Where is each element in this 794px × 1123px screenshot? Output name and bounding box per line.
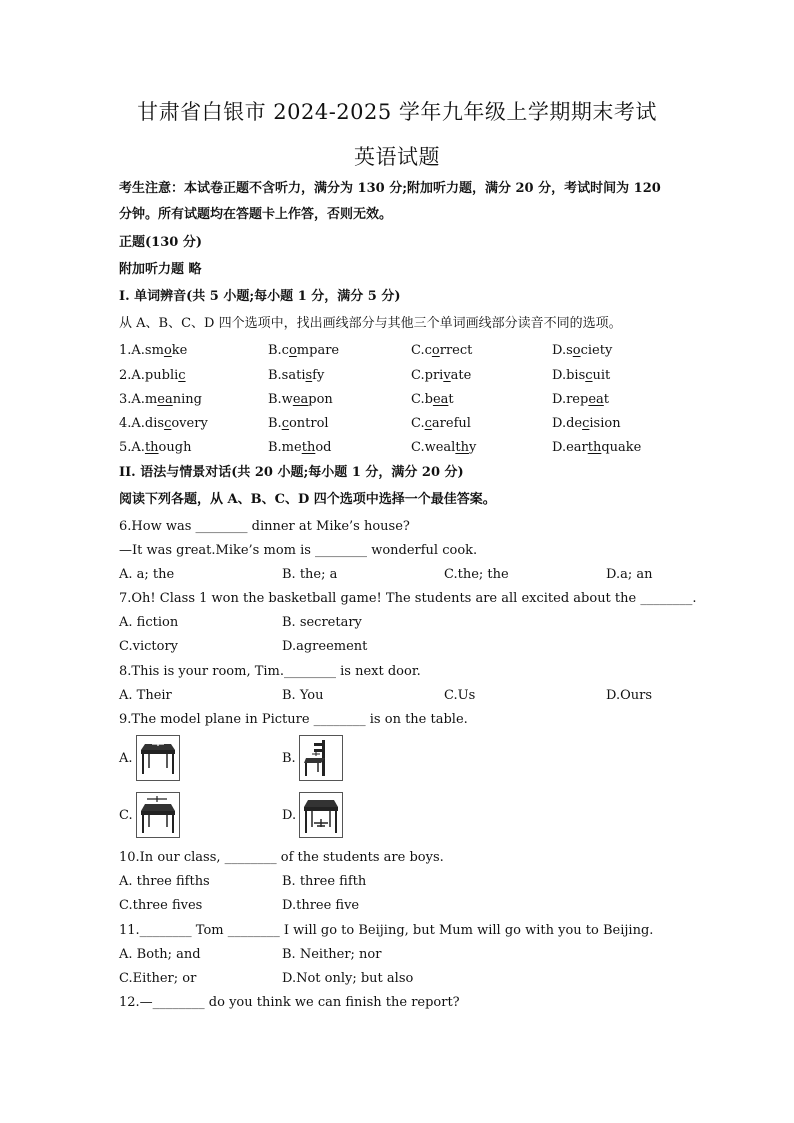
q1-option-b: [268, 343, 339, 359]
option-text: pon: [308, 392, 333, 407]
q1-option-c: [411, 343, 472, 359]
exam-title: 甘肃省白银市 2024-2025 学年九年级上学期期末考试: [137, 100, 657, 124]
option-text: od: [315, 440, 332, 455]
table-with-plane-on-top-image: [136, 735, 180, 781]
q6-stem-reply: —It was great.Mike’s mom is ________ wonderful cook.: [119, 543, 478, 558]
option-text: B.me: [268, 440, 302, 455]
option-text: B.sati: [268, 368, 306, 383]
q8-option-d: D.Ours: [606, 688, 653, 703]
underlined-letters: ea: [292, 392, 309, 407]
underlined-letters: v: [443, 368, 451, 383]
main-section-heading: 正题(130 分): [119, 235, 202, 250]
option-text: D.de: [552, 416, 583, 431]
q11-option-b: B. Neither; nor: [282, 947, 382, 962]
q9-label-d: D.: [282, 807, 297, 823]
q10-stem: 10.In our class, ________ of the students are boys.: [119, 850, 444, 865]
option-text: D.s: [552, 343, 573, 358]
option-text: 2.A.publi: [119, 368, 179, 383]
option-text: ciety: [580, 343, 613, 358]
q4-option-c: [411, 416, 471, 432]
underlined-letters: c: [582, 416, 590, 431]
q8-option-c: C.Us: [444, 688, 476, 703]
q6-option-d: D.a; an: [606, 567, 653, 582]
q3-option-d: [552, 392, 609, 408]
q6-option-b: B. the; a: [282, 567, 338, 582]
option-text: areful: [431, 416, 471, 431]
q7-option-b: B. secretary: [282, 615, 362, 630]
q8-stem: 8.This is your room, Tim.________ is next door.: [119, 664, 421, 679]
q3-option-a: [119, 392, 202, 408]
part2-instruction: 阅读下列各题，从 A、B、C、D 四个选项中选择一个最佳答案。: [119, 492, 496, 507]
q5-option-b: [268, 440, 331, 456]
table-with-plane-behind-image: [136, 792, 180, 838]
option-text: B.: [268, 416, 282, 431]
option-text: t: [448, 392, 454, 407]
option-text: t: [603, 392, 610, 407]
q11-option-d: D.Not only; but also: [282, 971, 414, 986]
underlined-letters: c: [178, 368, 186, 383]
q2-option-b: [268, 368, 324, 384]
underlined-letters: c: [585, 368, 593, 383]
underlined-letters: ea: [588, 392, 604, 407]
q7-stem: 7.Oh! Class 1 won the basketball game! The students are all excited about the ________.: [119, 591, 697, 606]
q6-option-a: A. a; the: [119, 567, 175, 582]
underlined-letters: s: [305, 368, 313, 383]
part1-instruction: 从 A、B、C、D 四个选项中，找出画线部分与其他三个单词画线部分读音不同的选项。: [119, 316, 622, 331]
option-text: 3.A.m: [119, 392, 158, 407]
underlined-letters: o: [431, 343, 440, 358]
q10-option-b: B. three fifth: [282, 874, 367, 889]
notice-line-1: 考生注意：本试卷正题不含听力，满分为 130 分;附加听力题，满分 20 分，考试时间为 120: [119, 181, 661, 196]
q1-option-d: [552, 343, 612, 359]
q9-picture-b: [282, 735, 343, 781]
option-text: D.ear: [552, 440, 588, 455]
underlined-letters: ea: [432, 392, 449, 407]
option-text: C.weal: [411, 440, 456, 455]
q9-picture-c: [119, 792, 180, 838]
option-text: ough: [158, 440, 192, 455]
q9-label-c: C.: [119, 807, 133, 823]
q7-option-c: C.victory: [119, 639, 179, 654]
q4-option-a: [119, 416, 208, 432]
q9-picture-d: [282, 792, 343, 838]
underlined-letters: o: [572, 343, 581, 358]
option-text: 1.A.sm: [119, 343, 164, 358]
q2-option-a: [119, 368, 186, 384]
underlined-letters: o: [288, 343, 297, 358]
underlined-letters: th: [144, 440, 159, 455]
option-text: mpare: [296, 343, 340, 358]
underlined-letters: th: [587, 440, 602, 455]
option-text: D.bis: [552, 368, 586, 383]
q4-option-b: [268, 416, 329, 432]
underlined-letters: c: [281, 416, 289, 431]
option-text: fy: [312, 368, 325, 383]
q12-stem: 12.—________ do you think we can finish the report?: [119, 995, 460, 1010]
option-text: C.: [411, 416, 425, 431]
part1-title: I. 单词辨音(共 5 小题;每小题 1 分，满分 5 分): [119, 289, 401, 304]
q5-option-a: [119, 440, 191, 456]
q7-option-d: D.agreement: [282, 639, 368, 654]
option-text: B.w: [268, 392, 293, 407]
table-with-plane-under-image: [299, 792, 343, 838]
q9-label-b: B.: [282, 750, 296, 766]
underlined-letters: th: [301, 440, 316, 455]
exam-subtitle: 英语试题: [354, 145, 440, 169]
option-text: overy: [171, 416, 208, 431]
q9-picture-a: [119, 735, 180, 781]
underlined-letters: c: [164, 416, 172, 431]
q11-stem: 11.________ Tom ________ I will go to Beijing, but Mum will go with you to Beijing.: [119, 923, 654, 938]
q10-option-d: D.three five: [282, 898, 360, 913]
chair-with-plane-image: [299, 735, 343, 781]
option-text: ontrol: [288, 416, 329, 431]
option-text: C.pri: [411, 368, 444, 383]
q8-option-a: A. Their: [119, 688, 172, 703]
underlined-letters: ea: [157, 392, 173, 407]
option-text: rrect: [439, 343, 473, 358]
listening-note: 附加听力题 略: [119, 262, 202, 277]
option-text: uit: [592, 368, 611, 383]
q6-option-c: C.the; the: [444, 567, 509, 582]
q10-option-a: A. three fifths: [119, 874, 210, 889]
q1-option-a: [119, 343, 187, 359]
q5-option-d: [552, 440, 641, 456]
q11-option-c: C.Either; or: [119, 971, 197, 986]
q10-option-c: C.three fives: [119, 898, 203, 913]
q4-option-d: [552, 416, 621, 432]
q2-option-c: [411, 368, 471, 384]
option-text: quake: [601, 440, 642, 455]
q8-option-b: B. You: [282, 688, 324, 703]
q9-label-a: A.: [119, 750, 133, 766]
option-text: ate: [450, 368, 472, 383]
notice-line-2: 分钟。所有试题均在答题卡上作答，否则无效。: [119, 207, 393, 222]
q5-option-c: [411, 440, 476, 456]
option-text: y: [468, 440, 477, 455]
option-text: 4.A.dis: [119, 416, 165, 431]
underlined-letters: th: [455, 440, 469, 455]
option-text: ning: [172, 392, 202, 407]
option-text: B.c: [268, 343, 289, 358]
underlined-letters: c: [424, 416, 432, 431]
option-text: C.b: [411, 392, 433, 407]
q6-stem: 6.How was ________ dinner at Mike’s house?: [119, 519, 410, 534]
option-text: D.rep: [552, 392, 589, 407]
option-text: C.c: [411, 343, 432, 358]
option-text: ision: [589, 416, 621, 431]
option-text: ke: [171, 343, 188, 358]
q2-option-d: [552, 368, 610, 384]
underlined-letters: o: [163, 343, 172, 358]
q7-option-a: A. fiction: [119, 615, 179, 630]
option-text: 5.A.: [119, 440, 145, 455]
q3-option-c: [411, 392, 454, 408]
q3-option-b: [268, 392, 333, 408]
q9-stem: 9.The model plane in Picture ________ is on the table.: [119, 712, 468, 727]
q11-option-a: A. Both; and: [119, 947, 201, 962]
part2-title: II. 语法与情景对话(共 20 小题;每小题 1 分，满分 20 分): [119, 465, 464, 480]
